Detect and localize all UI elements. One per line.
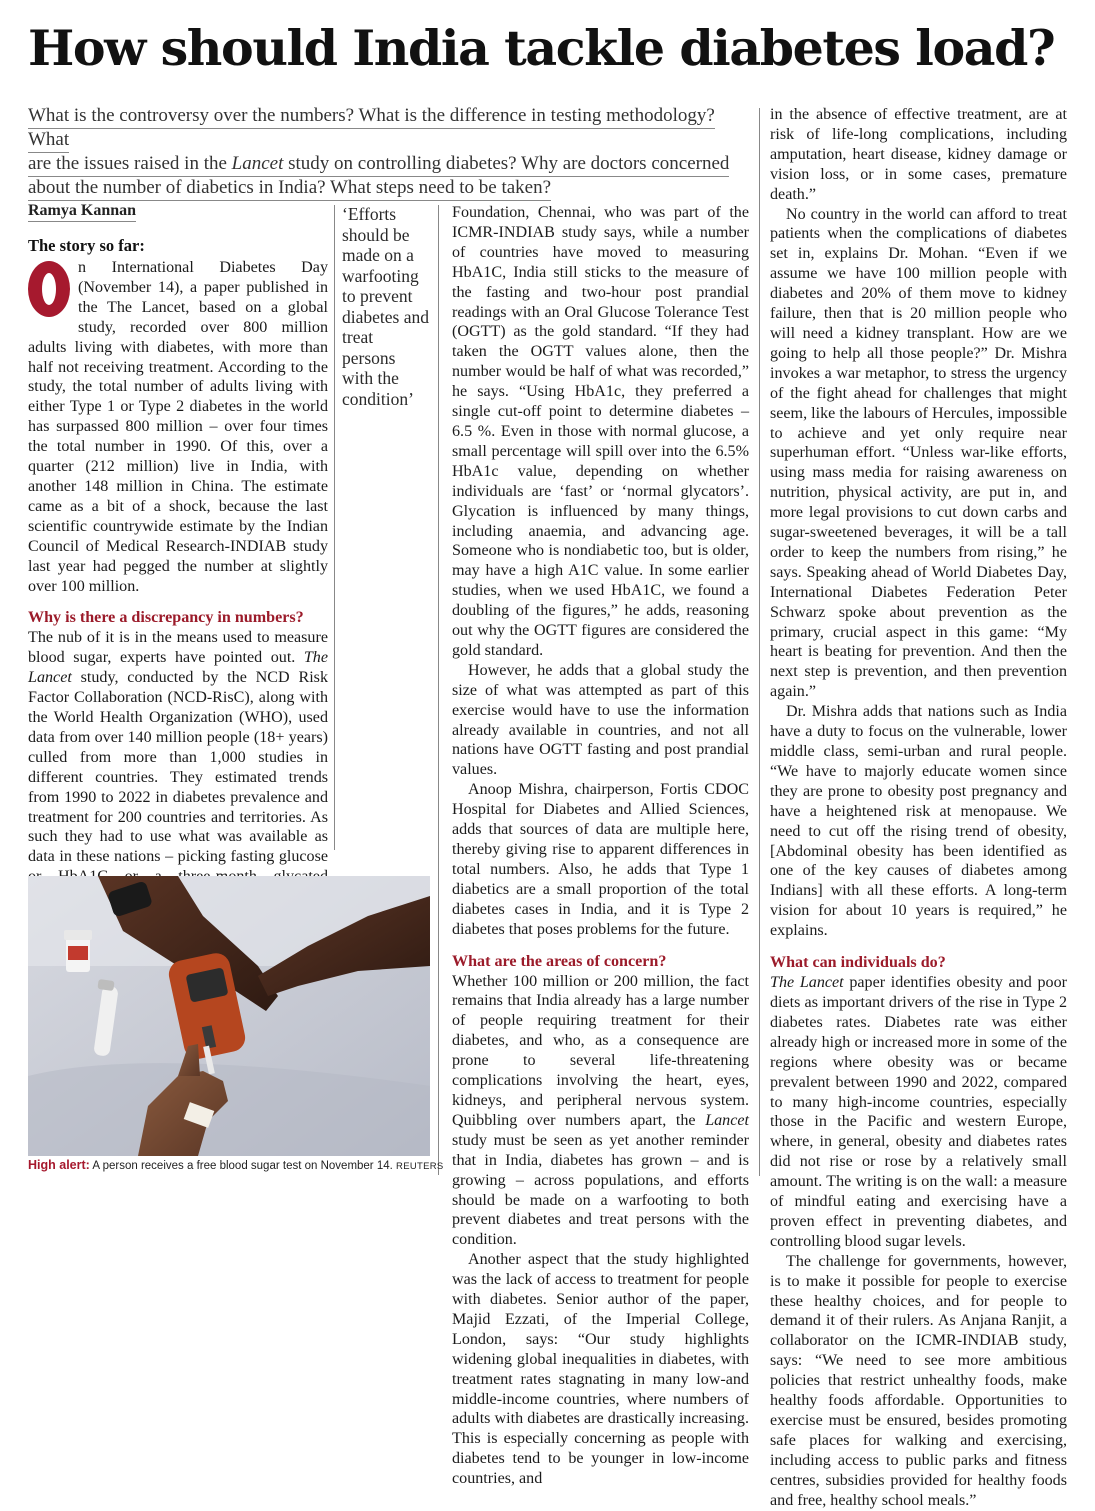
- deck-lancet-italic: Lancet: [231, 153, 284, 174]
- deck-line-1: What is the controversy over the numbers? What is the difference in testing methodology? What: [28, 105, 715, 153]
- col3-paragraph-3: Dr. Mishra adds that nations such as India have a duty to focus on the vulnerable, lower middle class, semi-urban and rural people. “We have to majorly educate women since they are prone to obesity post pregnancy and have a heightened risk at menopause. We need to cut off the rising trend of obesity, [Abdominal obesity has been identified as one of the key causes of diabetes among Indians] with all these efforts. A long-term vision for about 10 years is required,” he explains.: [770, 703, 1067, 940]
- col2-paragraph-5: Another aspect that the study highlighted was the lack of access to treatment for people with diabetes. Senior author of the paper, Majid Ezzati, of the Imperial College, London, says: “Our study highlights widening global inequalities in diabetes, with treatment rates stagnating in many low-and middle-income countries, where numbers of adults with diabetes are drastically increasing. This is especially concerning as people with diabetes tend to be younger in low-income countries, and: [452, 1251, 749, 1488]
- col2-paragraph-2: However, he adds that a global study the size of what was attempted as part of this exercise would have to use the information already available in countries, and not all nations have OGTT fasting and post prandial values.: [452, 661, 749, 779]
- subhead-individuals: What can individuals do?: [770, 954, 946, 972]
- deck: [28, 104, 758, 200]
- byline-name: Ramya Kannan: [28, 202, 136, 222]
- caption-credit: REUTERS: [396, 1161, 444, 1172]
- photo-blood-sugar-test: [28, 876, 430, 1156]
- col1-paragraph-1: n International Diabetes Day (November 14), a paper published in the The Lancet, based on a global study, recorded over 800 million adults living with diabetes, with more than half not receiving treatment. According to the study, the total number of adults living with either Type 1 or Type 2 diabetes in the world has surpassed 800 million – over four times the total number in 1990. Of this, over a quarter (212 million) live in India, with another 148 million in China. The estimate came as a bit of a shock, because the last scientific countrywide estimate by the Indian Council of Medical Research-INDIAB study last year had pegged the number at slightly over 100 million.: [28, 259, 328, 595]
- caption-lead: High alert:: [28, 1158, 90, 1172]
- pull-quote: ‘Efforts should be made on a warfooting to prevent diabetes and treat persons with the condition’: [342, 204, 429, 409]
- col3-paragraph-5: The challenge for governments, however, is to make it possible for people to exercise these healthy choices, and for people to demand it of their rulers. As Anjana Ranjit, a collaborator on the ICMR-INDIAB study, says: “We need to see more ambitious policies that restrict unhealthy foods, make healthy foods affordable. Opportunities to exercise must be ensured, besides promoting safe places for walking and exercising, including access to public parks and fitness centres, subsidies provided for healthy foods and free, healthy school meals.”: [770, 1252, 1067, 1509]
- article-column-2: [452, 203, 749, 1489]
- column-rule: [759, 108, 760, 1176]
- column-rule: [438, 205, 439, 1175]
- photo-caption: [28, 1158, 448, 1174]
- photo-illustration: [28, 876, 430, 1156]
- col2-paragraph-3: Anoop Mishra, chairperson, Fortis CDOC Hospital for Diabetes and Allied Sciences, adds that sources of data are multiple here, thereby giving rise to apparent differences in total numbers. Also, he adds that Type 1 diabetics are a small proportion of the total diabetes cases in India, and it is Type 2 diabetes that poses problems for the future.: [452, 781, 749, 938]
- subhead-discrepancy: Why is there a discrepancy in numbers?: [28, 609, 304, 627]
- deck-line-3: about the number of diabetics in India? What steps need to be taken?: [28, 177, 551, 201]
- subhead-areas-of-concern: What are the areas of concern?: [452, 952, 667, 970]
- col2-paragraph-1: Foundation, Chennai, who was part of the ICMR-INDIAB study says, while a number of countries have moved to measuring HbA1C, India still sticks to the measure of the fasting and two-hour post prandial readings with an Oral Glucose Tolerance Test (OGTT) as the gold standard. “If they had taken the OGTT values alone, then the number would be half of what was recorded,” he says. “Using HbA1c, they preferred a single cut-off point to determine diabetes – 6.5 %. Even in those with normal glucose, a small percentage will spill over into the 6.5% HbA1c value, depending on whether individuals are ‘fast’ or ‘normal glycators’. Glycation is influenced by many things, including anaemia, and advancing age. Someone who is nondiabetic too, but is older, may have a high A1C value. In some earlier studies, when we used HbA1C, we found a doubling of the figures,” he adds, reasoning out why the OGTT figures are considered the gold standard.: [452, 204, 749, 659]
- col3-paragraph-2: No country in the world can afford to treat patients when the complications of diabetes set in, explains Dr. Mohan. “Even if we assume we have 100 million people with diabetes and 20% of them move to kidney failure, then that is 20 million people who will need a kidney transplant. How are we going to help all those people?” Dr. Mishra invokes a war metaphor, to stress the urgency of the fight ahead for challenges that might seem, like the labours of Hercules, impossible to achieve and yet only require near superhuman effort. “Unless war-like efforts, using mass media for raising awareness on nutrition, physical activity, are put in, and more legal provisions to cut down carbs and sugar-sweetened beverages, it will be a tall order to keep the numbers from rising,” he says. Speaking ahead of World Diabetes Day, International Diabetes Federation Peter Schwarz spoke about prevention as the primary, crucial aspect in this game: “My heart is beating for prevention. And then the next step is prevention, and then prevention again.”: [770, 205, 1067, 701]
- col3-paragraph-1: in the absence of effective treatment, are at risk of life-long complications, including amputation, heart disease, kidney damage or vision loss, or in some cases, premature death.”: [770, 106, 1067, 203]
- headline: How should India tackle diabetes load?: [28, 19, 1055, 77]
- byline: [28, 202, 328, 222]
- story-so-far-label: The story so far:: [28, 236, 145, 255]
- deck-line-2: are the issues raised in the Lancet study on controlling diabetes? Why are doctors concerned: [28, 153, 729, 177]
- caption-text: A person receives a free blood sugar test on November 14.: [89, 1160, 397, 1172]
- col1-paragraph-2: The nub of it is in the means used to measure blood sugar, experts have pointed out. The Lancet study, conducted by the NCD Risk Factor Collaboration (NCD-RisC), along with the World Health Organization (WHO), used data from over 140 million people (18+ years) culled from more than 1,000 studies in different countries. They estimated trends from 1990 to 2022 in diabetes prevalence and treatment for 200 countries and territories. As such they had to use what was available as data in these nations – picking fasting glucose: [28, 629, 328, 866]
- col2-paragraph-4: Whether 100 million or 200 million, the fact remains that India already has a large number of people requiring treatment for their diabetes, and who, as a consequence are prone to several life-threatening complications involving the heart, eyes, kidneys, and peripheral nervous system. Quibbling over numbers apart, the Lancet study must be seen as yet another reminder that in India, diabetes has grown – and is growing – across populations, and efforts should be made on a warfooting to both prevent diabetes and treat persons with the condition.: [452, 972, 749, 1249]
- dropcap-letter-o: [28, 261, 70, 319]
- column-rule: [334, 205, 335, 850]
- article-column-3: [770, 105, 1067, 1511]
- col3-paragraph-4: The Lancet paper identifies obesity and poor diets as important drivers of the rise in Type 2 diabetes rates. Diabetes rate was either already high or increased more in some of the regions where obesity was or became prevalent between 1990 and 2022, compared to many high-income countries, especially those in the Pacific and western Europe, where, in general, obesity and diabetes rates did not rise or rose by a relatively small amount. The writing is on the wall: a measure of mindful eating and exercising have a proven effect in preventing diabetes, and controlling blood sugar levels.: [770, 974, 1067, 1250]
